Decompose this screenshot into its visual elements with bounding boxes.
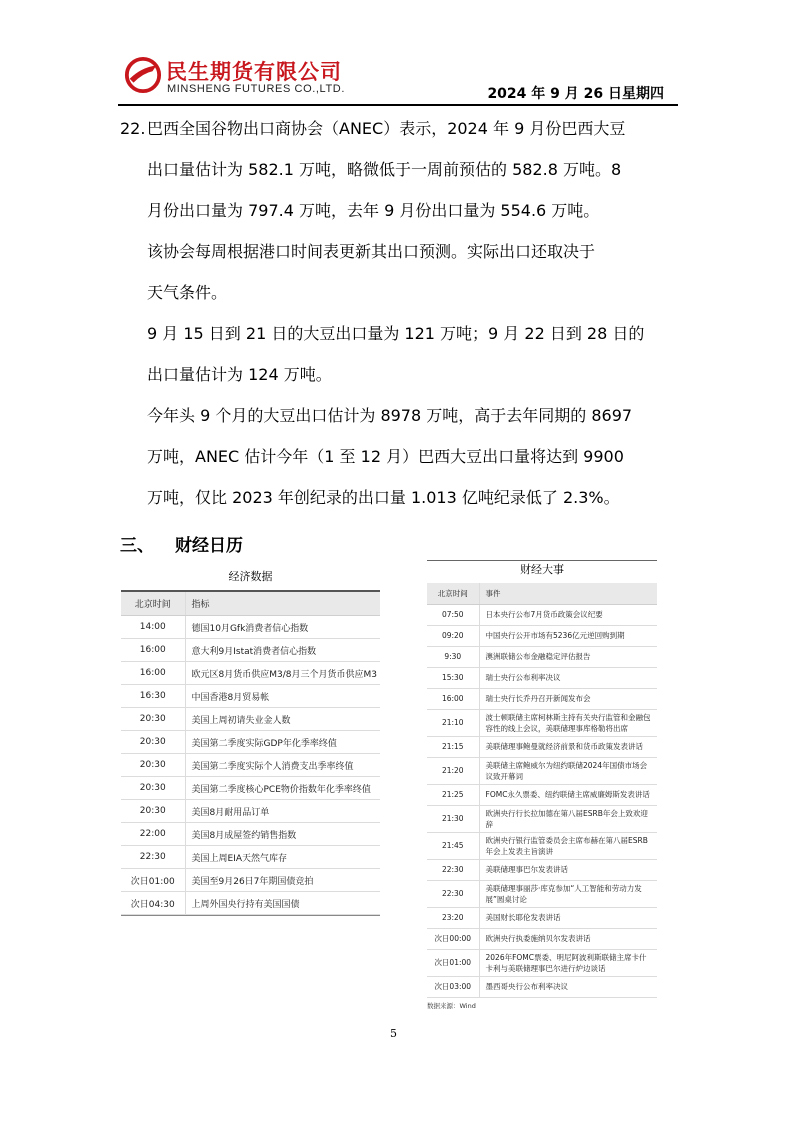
row-event: 美国8月成屋签约销售指数	[185, 823, 380, 846]
row-event: 美联储理事鲍曼就经济前景和货币政策发表讲话	[479, 736, 657, 757]
row-event: 澳洲联储公布金融稳定评估报告	[479, 646, 657, 667]
table-row	[427, 709, 657, 736]
row-event: 欧洲央行行长拉加德在第八届ESRB年会上致欢迎辞	[479, 805, 657, 832]
row-time: 22:30	[427, 880, 479, 907]
row-event: 波士顿联储主席柯林斯主持有关央行监管和金融包容性的线上会议，美联储理事库格勒将出席	[479, 709, 657, 736]
row-time: 22:30	[427, 859, 479, 880]
row-event: 美联储理事巴尔发表讲话	[479, 859, 657, 880]
paragraph-line: 万吨，ANEC 估计今年（1 至 12 月）巴西大豆出口量将达到 9900	[147, 447, 624, 466]
paragraph-line: 巴西全国谷物出口商协会（ANEC）表示，2024 年 9 月份巴西大豆	[147, 119, 626, 138]
paragraph-line: 月份出口量为 797.4 万吨，去年 9 月份出口量为 554.6 万吨。	[147, 201, 600, 220]
row-time: 23:20	[427, 907, 479, 928]
table-row	[121, 800, 380, 823]
paragraph-line: 9 月 15 日到 21 日的大豆出口量为 121 万吨；9 月 22 日到 28 日的	[147, 324, 645, 343]
financial-events-grid	[427, 583, 657, 998]
table-row	[427, 646, 657, 667]
item-number: 22.	[120, 119, 146, 138]
paragraph-line: 该协会每周根据港口时间表更新其出口预测。实际出口还取决于	[147, 242, 596, 261]
paragraph-line: 天气条件。	[147, 283, 228, 302]
row-event: 美国第二季度核心PCE物价指数年化季率终值	[185, 777, 380, 800]
row-time: 次日01:00	[427, 949, 479, 976]
row-time: 16:00	[121, 662, 185, 685]
table-row	[427, 625, 657, 646]
row-event: 墨西哥央行公布利率决议	[479, 976, 657, 997]
data-source-note: 数据来源：Wind	[427, 1001, 476, 1010]
table-row	[427, 880, 657, 907]
paragraph-line: 今年头 9 个月的大豆出口估计为 8978 万吨，高于去年同期的 8697	[147, 406, 633, 425]
table-row	[121, 823, 380, 846]
table-row	[427, 604, 657, 625]
paragraph-line: 万吨，仅比 2023 年创纪录的出口量 1.013 亿吨纪录低了 2.3%。	[147, 488, 620, 507]
col-header-indicator: 指标	[185, 592, 380, 616]
col-header-event: 事件	[479, 583, 657, 604]
row-time: 21:25	[427, 784, 479, 805]
table-row	[427, 784, 657, 805]
report-date: 2024 年 9 月 26 日星期四	[487, 86, 664, 102]
economic-data-rows	[121, 616, 380, 915]
row-time: 22:30	[121, 846, 185, 869]
row-event: 美联储理事丽莎·库克参加“人工智能和劳动力发展”圆桌讨论	[479, 880, 657, 907]
row-time: 次日00:00	[427, 928, 479, 949]
row-time: 16:00	[427, 688, 479, 709]
table-row	[427, 688, 657, 709]
row-time: 07:50	[427, 604, 479, 625]
row-time: 9:30	[427, 646, 479, 667]
table-row	[427, 805, 657, 832]
row-event: 德国10月Gfk消费者信心指数	[185, 616, 380, 639]
table-row	[427, 949, 657, 976]
row-time: 次日03:00	[427, 976, 479, 997]
table-row	[121, 662, 380, 685]
row-time: 16:30	[121, 685, 185, 708]
row-time: 21:20	[427, 757, 479, 784]
table-row	[121, 731, 380, 754]
table-row	[121, 869, 380, 892]
table-row	[427, 976, 657, 997]
row-event: FOMC永久票委、纽约联储主席威廉姆斯发表讲话	[479, 784, 657, 805]
section-number: 三、	[120, 536, 154, 556]
row-time: 次日01:00	[121, 869, 185, 892]
row-event: 中国央行公开市场有5236亿元逆回购到期	[479, 625, 657, 646]
section-title-text: 财经日历	[175, 536, 243, 556]
row-event: 美国8月耐用品订单	[185, 800, 380, 823]
page-header	[118, 52, 678, 102]
row-time: 20:30	[121, 708, 185, 731]
financial-events-title: 财经大事	[520, 563, 564, 576]
paragraph-line: 出口量估计为 124 万吨。	[147, 365, 332, 384]
row-time: 15:30	[427, 667, 479, 688]
row-event: 美国至9月26日7年期国债竞拍	[185, 869, 380, 892]
table-row	[121, 892, 380, 915]
row-event: 美国财长耶伦发表讲话	[479, 907, 657, 928]
row-event: 中国香港8月贸易帐	[185, 685, 380, 708]
table-bottom-rule	[121, 915, 380, 916]
page-number: 5	[390, 1027, 397, 1040]
row-event: 2026年FOMC票委、明尼阿波利斯联储主席卡什卡利与美联储理事巴尔进行炉边谈话	[479, 949, 657, 976]
economic-data-table	[121, 568, 380, 916]
financial-events-rows	[427, 604, 657, 997]
table-row	[121, 754, 380, 777]
table-row	[427, 832, 657, 859]
row-event: 意大利9月Istat消费者信心指数	[185, 639, 380, 662]
col-header-time: 北京时间	[427, 583, 479, 604]
row-time: 21:45	[427, 832, 479, 859]
table-row	[427, 757, 657, 784]
table-row	[427, 928, 657, 949]
row-time: 20:30	[121, 731, 185, 754]
row-time: 09:20	[427, 625, 479, 646]
row-time: 22:00	[121, 823, 185, 846]
table-row	[427, 667, 657, 688]
table-row	[121, 708, 380, 731]
minsheng-logo-icon	[124, 56, 162, 94]
table-row	[121, 616, 380, 639]
row-time: 14:00	[121, 616, 185, 639]
row-event: 美国上周初请失业金人数	[185, 708, 380, 731]
paragraph-line: 出口量估计为 582.1 万吨，略微低于一周前预估的 582.8 万吨。8	[147, 160, 622, 179]
table-row	[121, 777, 380, 800]
row-time: 21:15	[427, 736, 479, 757]
table-header-row	[121, 592, 380, 616]
company-name-cn: 民生期货有限公司	[166, 60, 342, 84]
row-event: 欧洲央行执委施纳贝尔发表讲话	[479, 928, 657, 949]
row-time: 20:30	[121, 754, 185, 777]
row-event: 欧洲央行银行监管委员会主席布赫在第八届ESRB年会上发表主旨演讲	[479, 832, 657, 859]
row-event: 美国第二季度实际个人消费支出季率终值	[185, 754, 380, 777]
company-name-en: MINSHENG FUTURES CO.,LTD.	[167, 83, 345, 95]
table-row	[121, 639, 380, 662]
row-event: 美国上周EIA天然气库存	[185, 846, 380, 869]
table-header-row	[427, 583, 657, 604]
table-row	[427, 907, 657, 928]
row-time: 20:30	[121, 800, 185, 823]
row-event: 美国第二季度实际GDP年化季率终值	[185, 731, 380, 754]
header-divider	[118, 104, 678, 106]
table-row	[427, 859, 657, 880]
table-row	[427, 736, 657, 757]
col-header-time: 北京时间	[121, 592, 185, 616]
row-time: 21:10	[427, 709, 479, 736]
row-event: 日本央行公布7月货币政策会议纪要	[479, 604, 657, 625]
row-time: 20:30	[121, 777, 185, 800]
table-row	[121, 685, 380, 708]
financial-events-table	[427, 560, 657, 1010]
row-time: 21:30	[427, 805, 479, 832]
row-time: 次日04:30	[121, 892, 185, 915]
section-heading	[120, 531, 243, 556]
row-event: 瑞士央行长乔丹召开新闻发布会	[479, 688, 657, 709]
row-time: 16:00	[121, 639, 185, 662]
economic-data-title: 经济数据	[228, 570, 273, 583]
economic-data-grid	[121, 592, 380, 916]
row-event: 欧元区8月货币供应M3/8月三个月货币供应M3	[185, 662, 380, 685]
table-row	[121, 846, 380, 869]
row-event: 上周外国央行持有美国国债	[185, 892, 380, 915]
row-event: 美联储主席鲍威尔为纽约联储2024年国债市场会议致开幕词	[479, 757, 657, 784]
row-event: 瑞士央行公布利率决议	[479, 667, 657, 688]
